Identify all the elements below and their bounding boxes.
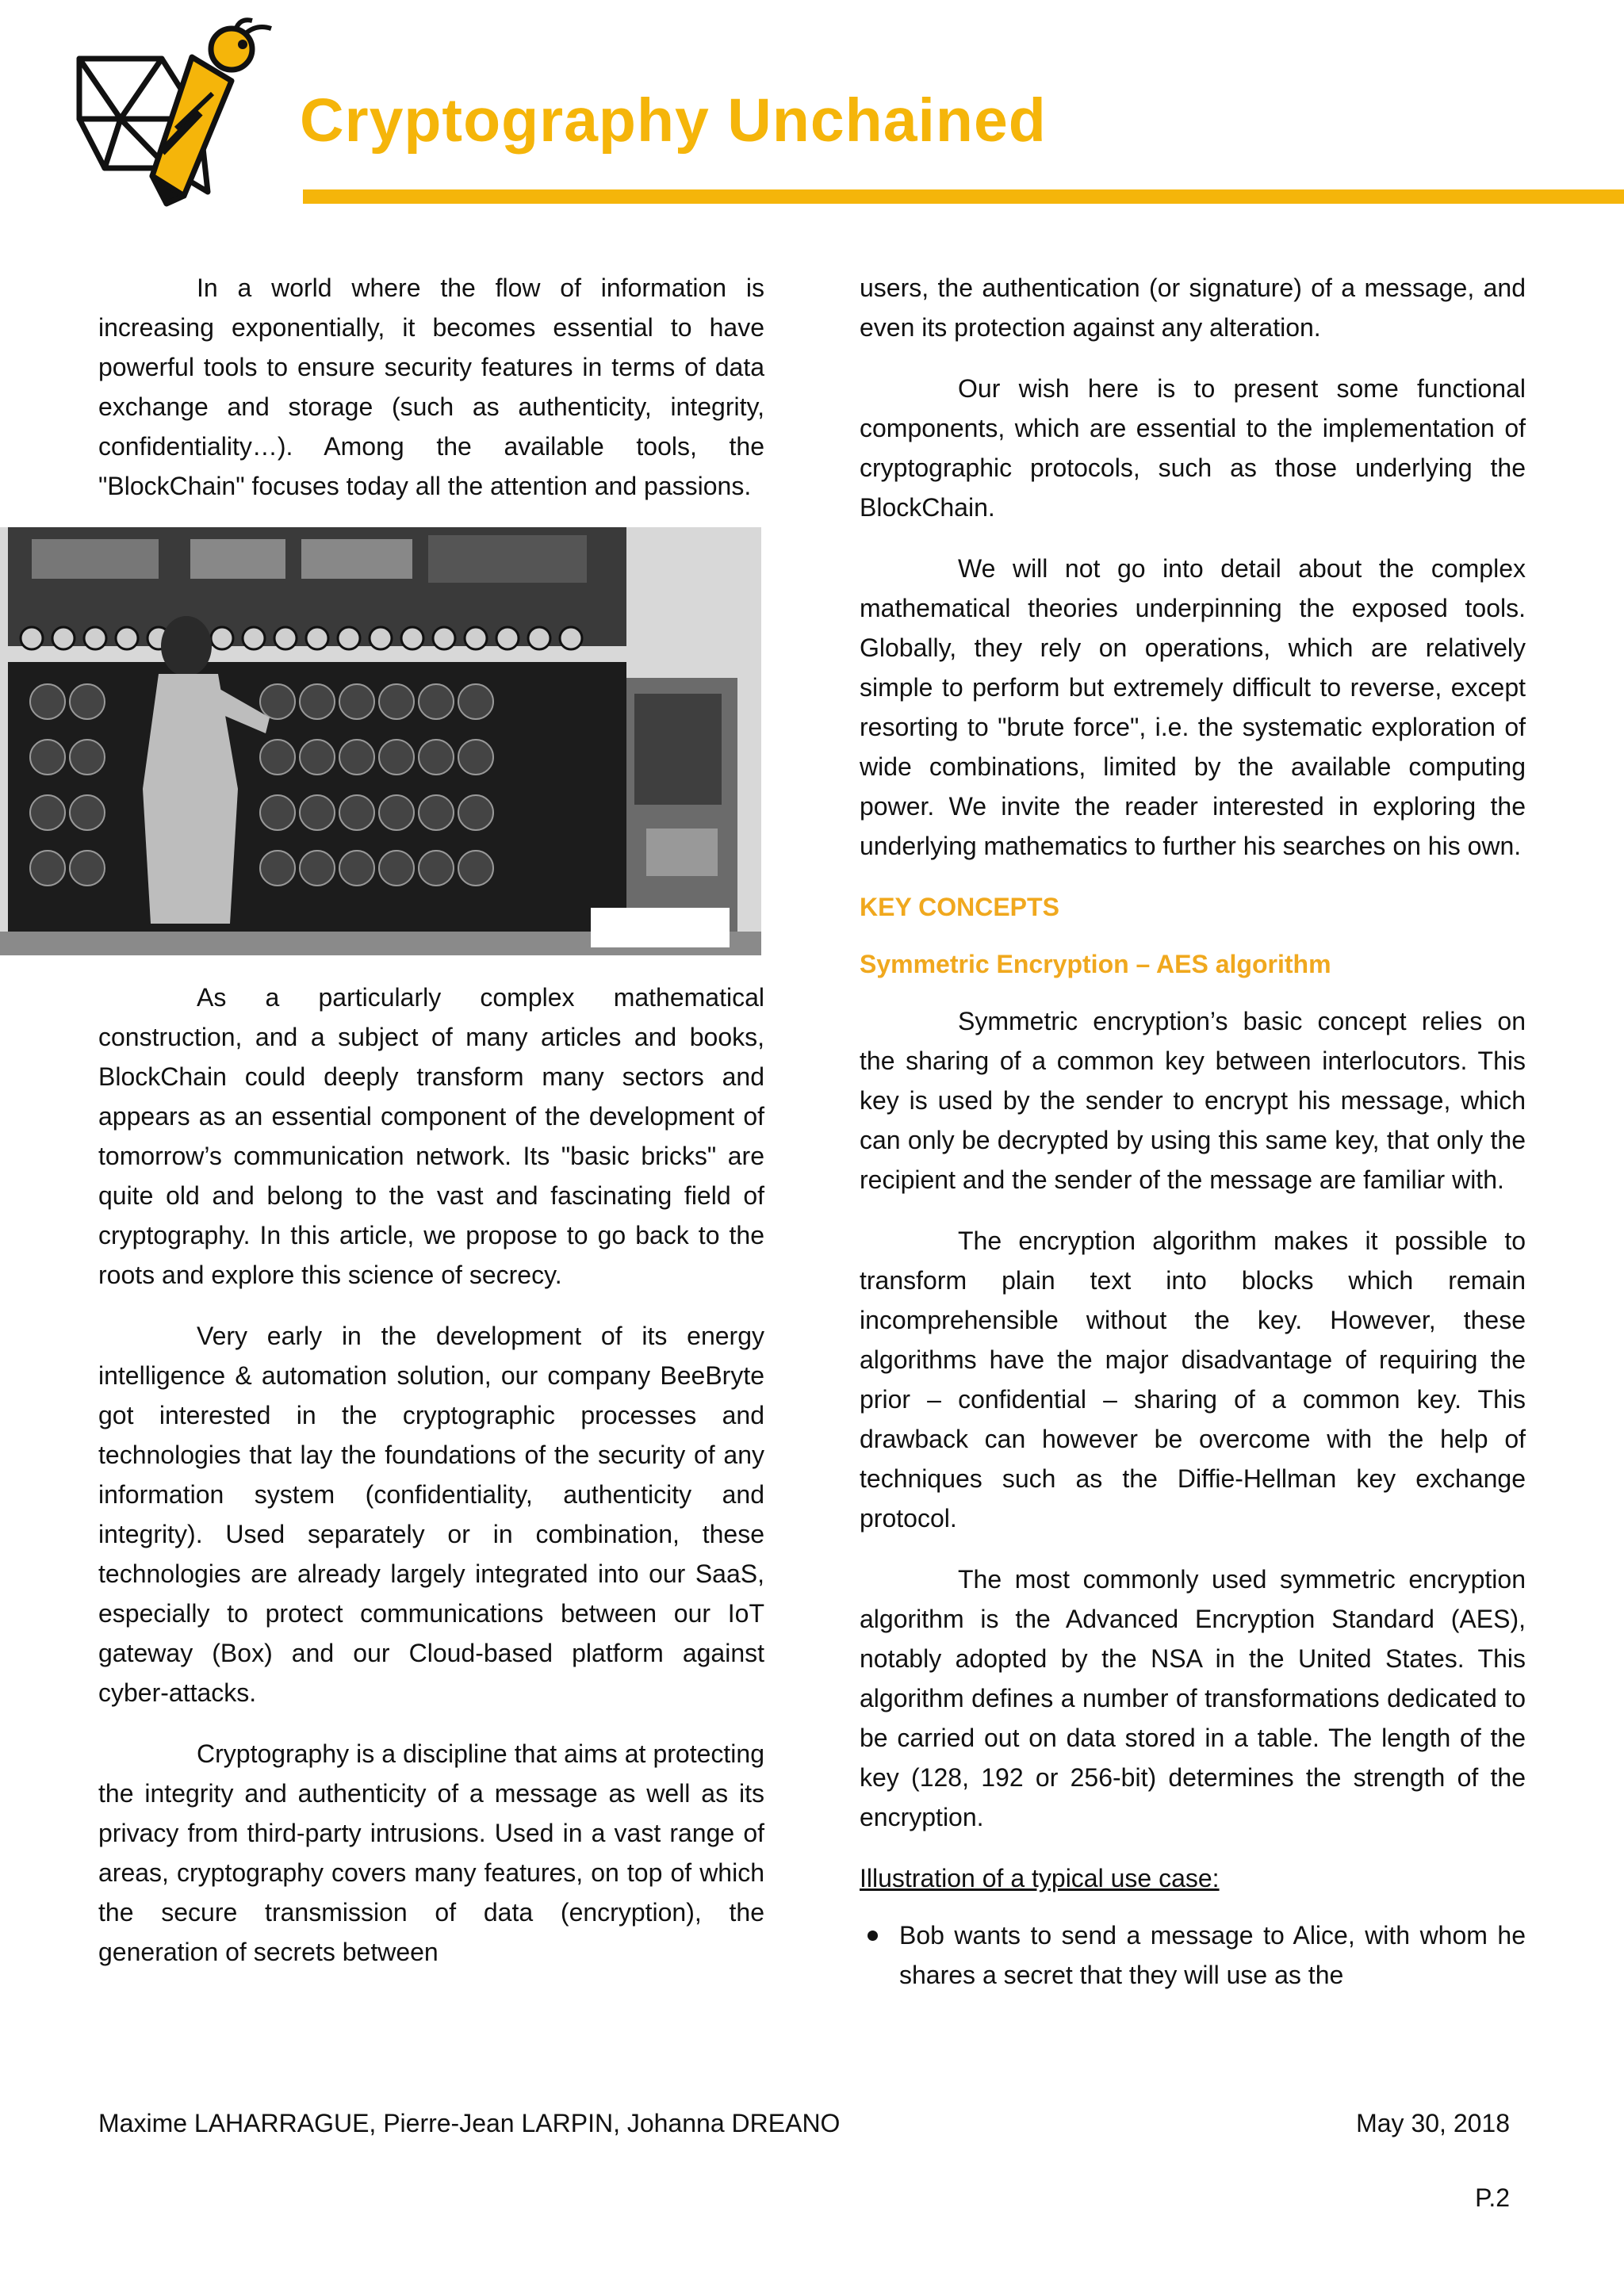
- cryptography-definition-paragraph: Cryptography is a discipline that aims at protecting the integrity and authenticity of a message as well as its privacy from third-party intrusions. Used in a vast range of areas, cryptography covers many features, on top of which the secure transmission of data (encryption), the generation of secrets between: [98, 1739, 764, 1966]
- right-column: [860, 268, 1526, 1995]
- archive-photo: [0, 527, 761, 955]
- key-concepts-heading: KEY CONCEPTS: [860, 893, 1059, 921]
- wish-paragraph: Our wish here is to present some functional components, which are essential to the implementation of cryptographic protocols, such as those underlying the BlockChain.: [860, 374, 1526, 522]
- symmetric-concept-paragraph: Symmetric encryption’s basic concept relies on the sharing of a common key between interlocutors. This key is used by the sender to encrypt his message, which can only be decrypted by using this same key, that only the recipient and the sender of the message are familiar with.: [860, 1007, 1526, 1194]
- continuation-paragraph: users, the authentication (or signature) of a message, and even its protection against any alteration.: [860, 274, 1526, 342]
- bee-logo-icon: [73, 17, 287, 208]
- list-item: [860, 1915, 1526, 1995]
- page-title: Cryptography Unchained: [300, 86, 1047, 155]
- footer-date: May 30, 2018: [1356, 2109, 1510, 2137]
- encryption-algorithm-paragraph: The encryption algorithm makes it possible to transform plain text into blocks which remain incomprehensible without the key. However, these algorithms have the major disadvantage of requiring the prior – confidential – sharing of a common key. This drawback can however be overcome with the help of techniques such as the Diffie-Hellman key exchange protocol.: [860, 1226, 1526, 1533]
- left-column: [98, 268, 764, 1993]
- mathematics-paragraph: We will not go into detail about the complex mathematical theories underpinning the exposed tools. Globally, they rely on operations, which are relatively simple to perform but extremely difficult to reverse, except resorting to "brute force", i.e. the systematic exploration of wide combinations, limited by the available computing power. We invite the reader interested in exploring the underlying mathematics to further his searches on his own.: [860, 554, 1526, 860]
- symmetric-encryption-heading: Symmetric Encryption – AES algorithm: [860, 950, 1331, 978]
- bullet-text: Bob wants to send a message to Alice, with whom he shares a secret that they will use as the: [899, 1921, 1526, 1989]
- use-case-list: [860, 1915, 1526, 1995]
- aes-paragraph: The most commonly used symmetric encryption algorithm is the Advanced Encryption Standard (AES), notably adopted by the NSA in the United States. This algorithm defines a number of transformations dedicated to be carried out on data stored in a table. The length of the key (128, 192 or 256-bit) determines the strength of the encryption.: [860, 1565, 1526, 1831]
- bullet-icon: [868, 1931, 878, 1941]
- footer-authors: Maxime LAHARRAGUE, Pierre-Jean LARPIN, Johanna DREANO: [98, 2109, 841, 2137]
- cryptographic-machine-photo: [0, 527, 761, 955]
- intro-paragraph: In a world where the flow of information is increasing exponentially, it becomes essential to have powerful tools to ensure security features in terms of data exchange and storage (such as authenticity, integrity, confidentiality…). Among the available tools, the "BlockChain" focuses today all the attention and passions.: [98, 274, 764, 500]
- blockchain-paragraph: As a particularly complex mathematical construction, and a subject of many articles and books, BlockChain could deeply transform many sectors and appears as an essential component of the development of tomorrow’s communication network. Its "basic bricks" are quite old and belong to the vast and fascinating field of cryptography. In this article, we propose to go back to the roots and explore this science of secrecy.: [98, 983, 764, 1289]
- company-paragraph: Very early in the development of its energy intelligence & automation solution, our company BeeBryte got interested in the cryptographic processes and technologies that lay the foundations of the security of any information system (confidentiality, authenticity and integrity). Used separately or in combination, these technologies are already largely integrated into our SaaS, especially to protect communications between our IoT gateway (Box) and our Cloud-based platform against cyber-attacks.: [98, 1322, 764, 1707]
- illustration-label: Illustration of a typical use case:: [860, 1864, 1220, 1892]
- title-underline-rule: [303, 189, 1624, 204]
- page-number: P.2: [1475, 2183, 1510, 2212]
